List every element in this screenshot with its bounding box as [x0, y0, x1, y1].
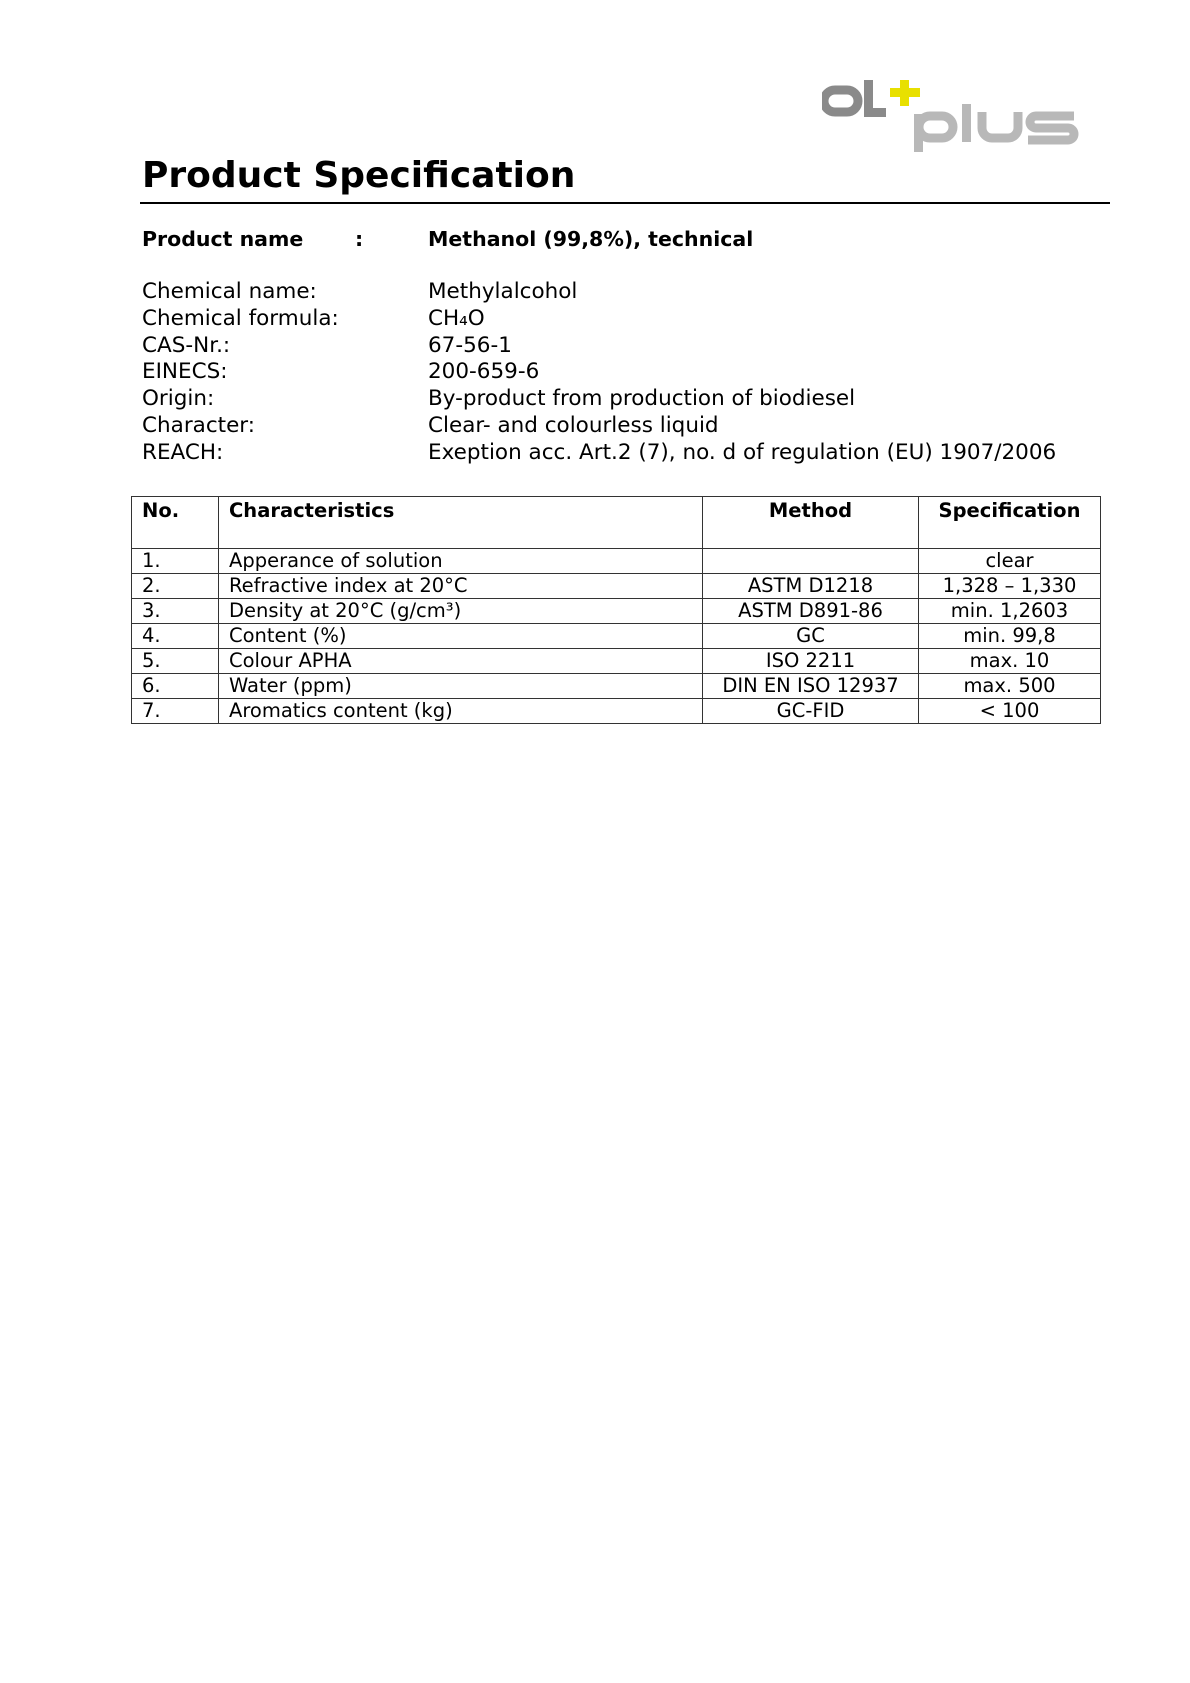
company-logo [822, 80, 1080, 152]
property-value: 200-659-6 [428, 359, 540, 385]
table-row [132, 549, 1101, 574]
row-method: ISO 2211 [703, 649, 919, 674]
row-characteristic: Water (ppm) [219, 674, 703, 699]
row-characteristic: Density at 20°C (g/cm³) [219, 599, 703, 624]
header-characteristics: Characteristics [219, 497, 703, 549]
property-label: Character: [142, 412, 256, 438]
header-specification: Specification [919, 497, 1101, 549]
row-method [703, 549, 919, 574]
property-value: By-product from production of biodiesel [428, 386, 856, 412]
row-specification: max. 500 [919, 674, 1101, 699]
row-specification: 1,328 – 1,330 [919, 574, 1101, 599]
header-method: Method [703, 497, 919, 549]
row-no: 4. [132, 624, 219, 649]
row-specification: max. 10 [919, 649, 1101, 674]
table-row [132, 574, 1101, 599]
table-row [132, 674, 1101, 699]
property-label: EINECS: [142, 359, 228, 385]
property-value: Exeption acc. Art.2 (7), no. d of regulation (EU) 1907/2006 [428, 439, 1057, 465]
row-specification: min. 99,8 [919, 624, 1101, 649]
row-no: 7. [132, 699, 219, 724]
row-characteristic: Content (%) [219, 624, 703, 649]
property-value: Clear- and colourless liquid [428, 412, 719, 438]
row-no: 2. [132, 574, 219, 599]
row-method: DIN EN ISO 12937 [703, 674, 919, 699]
table-row [132, 699, 1101, 724]
property-values [428, 279, 1056, 467]
row-method: ASTM D891-86 [703, 599, 919, 624]
product-name-label: Product name [142, 227, 304, 251]
property-label: Chemical name: [142, 279, 317, 304]
header-no: No. [132, 497, 219, 549]
row-method: GC-FID [703, 699, 919, 724]
property-label: Origin: [142, 386, 215, 412]
row-characteristic: Aromatics content (kg) [219, 699, 703, 724]
page-title: Product Specification [142, 155, 576, 196]
row-no: 5. [132, 649, 219, 674]
property-label: CAS-Nr.: [142, 332, 231, 358]
property-labels [142, 279, 339, 467]
property-value: 67-56-1 [428, 332, 512, 358]
table-header-row [132, 497, 1101, 549]
table-row [132, 599, 1101, 624]
property-value: CH₄O [428, 305, 485, 331]
title-divider [140, 202, 1110, 204]
table-row [132, 624, 1101, 649]
row-specification: clear [919, 549, 1101, 574]
product-name-colon: : [355, 227, 364, 251]
row-characteristic: Colour APHA [219, 649, 703, 674]
row-characteristic: Apperance of solution [219, 549, 703, 574]
specification-table [131, 496, 1101, 724]
property-label: REACH: [142, 439, 224, 465]
product-name-value: Methanol (99,8%), technical [428, 227, 754, 251]
table-row [132, 649, 1101, 674]
row-characteristic: Refractive index at 20°C [219, 574, 703, 599]
property-label: Chemical formula: [142, 305, 339, 331]
row-no: 1. [132, 549, 219, 574]
row-specification: < 100 [919, 699, 1101, 724]
row-method: GC [703, 624, 919, 649]
property-value: Methylalcohol [428, 279, 578, 304]
row-method: ASTM D1218 [703, 574, 919, 599]
row-no: 3. [132, 599, 219, 624]
row-no: 6. [132, 674, 219, 699]
row-specification: min. 1,2603 [919, 599, 1101, 624]
